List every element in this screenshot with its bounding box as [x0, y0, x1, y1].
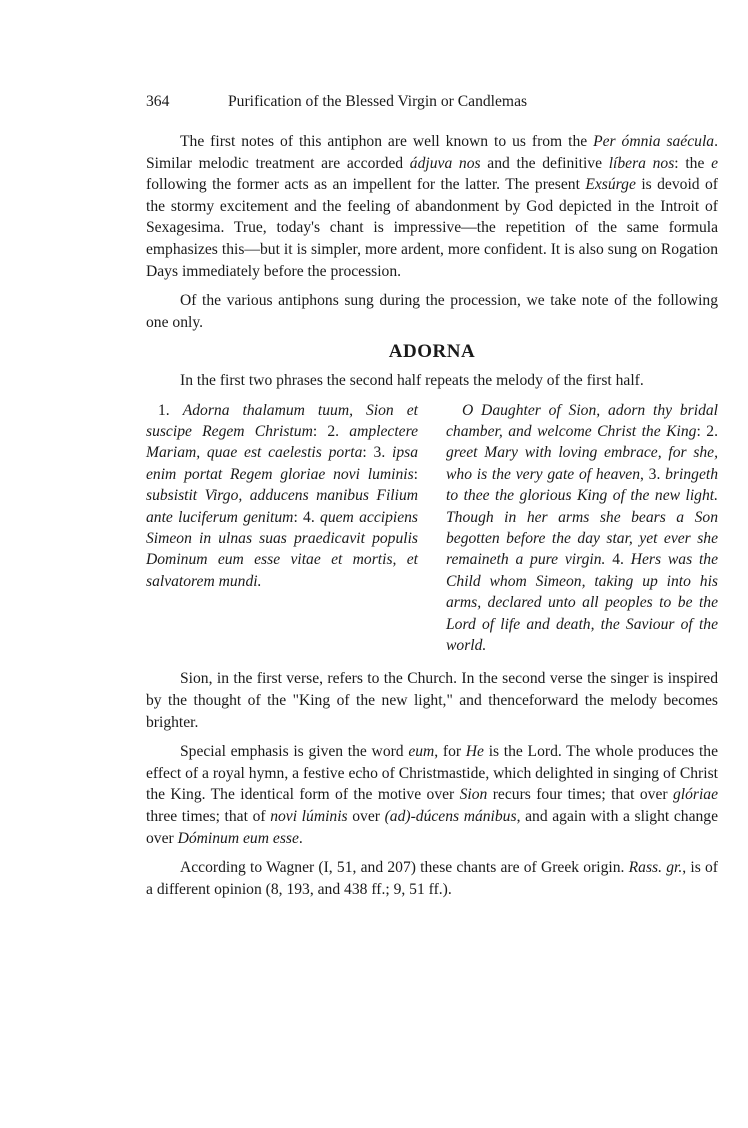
italic-text: ádjuva nos [409, 154, 481, 172]
latin-verse: amplectere Mariam, quae est caelestis porta [146, 422, 418, 462]
text: , and again with a slight change over [146, 807, 719, 847]
italic-text: eum [408, 743, 435, 761]
italic-text: Per ómnia saécula [593, 133, 715, 150]
paragraph-4: Sion, in the first verse, refers to the Church. In the second verse the singer is inspired by the thought of the "King of the new light," and thenceforward the melody becomes brighter. [146, 670, 718, 731]
english-verse: bringeth to thee the glorious King of the new light. Though in her arms she bears a Son begotten before the day star, yet ever she remaineth a pure virgin. [446, 465, 718, 569]
text: is devoid of the stormy excitement and the feeling of abandonment by God depicted in the Introit of Sexagesima. True, today's chant is impressive—the repetition of the same formula emphasizes this—but it is simpler, more ardent, more confident. It is also sung on Rogation Days immediately before the procession. [146, 176, 718, 280]
english-verse: Hers was the Child whom Simeon, taking up into his arms, declared unto all peoples to be the Lord of life and death, the Saviour of the world. [446, 551, 718, 654]
paragraph-6 [146, 857, 718, 900]
text: . [298, 829, 303, 847]
paragraph-3: In the first two phrases the second half repeats the melody of the first half. [180, 371, 644, 389]
text: recurs four times; that over [487, 786, 673, 804]
page-number: 364 [146, 93, 170, 110]
italic-text: novi lúminis [270, 807, 348, 825]
latin-verse: quem accipiens Simeon in ulnas suas praedicavit populis Dominum eum esse vitae et mortis, et salvatorem mundi. [146, 508, 418, 590]
paragraph-1 [146, 131, 718, 282]
text: . Similar melodic treatment are accorded [146, 133, 718, 172]
italic-text: líbera nos [608, 154, 675, 172]
text: three times; that of [146, 807, 271, 825]
text: over [347, 807, 385, 825]
latin-verse: ipsa enim portat Regem gloriae novi luminis [146, 444, 419, 483]
page-body [146, 131, 718, 908]
english-verse: O Daughter of Sion, adorn thy bridal chamber, and welcome Christ the King [446, 401, 718, 440]
text: and the definitive [480, 154, 609, 172]
text: According to Wagner (I, 51, and 207) these chants are of Greek origin. [180, 859, 629, 877]
latin-text-column [146, 400, 418, 657]
latin-verse: subsistit Virgo, adducens manibus Filium ante luciferum genitum [146, 487, 418, 526]
verse-number: : [413, 465, 418, 483]
text: following the former acts as an impellent for the latter. The present [146, 176, 586, 194]
verse-number: : 2. [312, 422, 350, 440]
text: is the Lord. The whole produces the effect of a royal hymn, a festive echo of Christmastide, which delighted in singing of Christ the King. The identical form of the motive over [146, 743, 718, 804]
text: , for [434, 743, 466, 761]
italic-text: Dóminum eum esse [177, 829, 299, 847]
running-title: Purification of the Blessed Virgin or Candlemas [228, 93, 528, 110]
text: Special emphasis is given the word [180, 743, 409, 761]
english-text-column [446, 400, 718, 657]
italic-text: Rass. gr. [628, 859, 683, 877]
verse-number: 1. [158, 401, 183, 419]
section-title: ADORNA [388, 341, 476, 363]
antiphon-columns [146, 400, 718, 657]
verse-number: , 3. [640, 465, 666, 483]
paragraph-5 [146, 741, 718, 849]
text: , is of a different opinion (8, 193, and 438 ff.; 9, 51 ff.). [146, 859, 718, 898]
text: : the [674, 154, 712, 172]
verse-number: 4. [605, 551, 631, 569]
text: The first notes of this antiphon are well known to us from the [180, 133, 594, 150]
paragraph-2: Of the various antiphons sung during the procession, we take note of the following one only. [146, 292, 718, 331]
english-verse: greet Mary with loving embrace, for she, who is the very gate of heaven [446, 444, 718, 483]
italic-text: Exsúrge [585, 176, 636, 194]
italic-text: He [465, 743, 484, 761]
italic-text: (ad)-dúcens mánibus [384, 807, 517, 825]
latin-verse: Adorna thalamum tuum, Sion et suscipe Regem Christum [146, 401, 418, 440]
italic-text: e [711, 154, 718, 172]
running-header [146, 92, 716, 112]
verse-number: : 4. [293, 508, 321, 526]
verse-number: : 2. [696, 422, 718, 440]
italic-text: Sion [459, 786, 488, 804]
italic-text: glóriae [672, 786, 718, 804]
verse-number: : 3. [362, 444, 393, 462]
